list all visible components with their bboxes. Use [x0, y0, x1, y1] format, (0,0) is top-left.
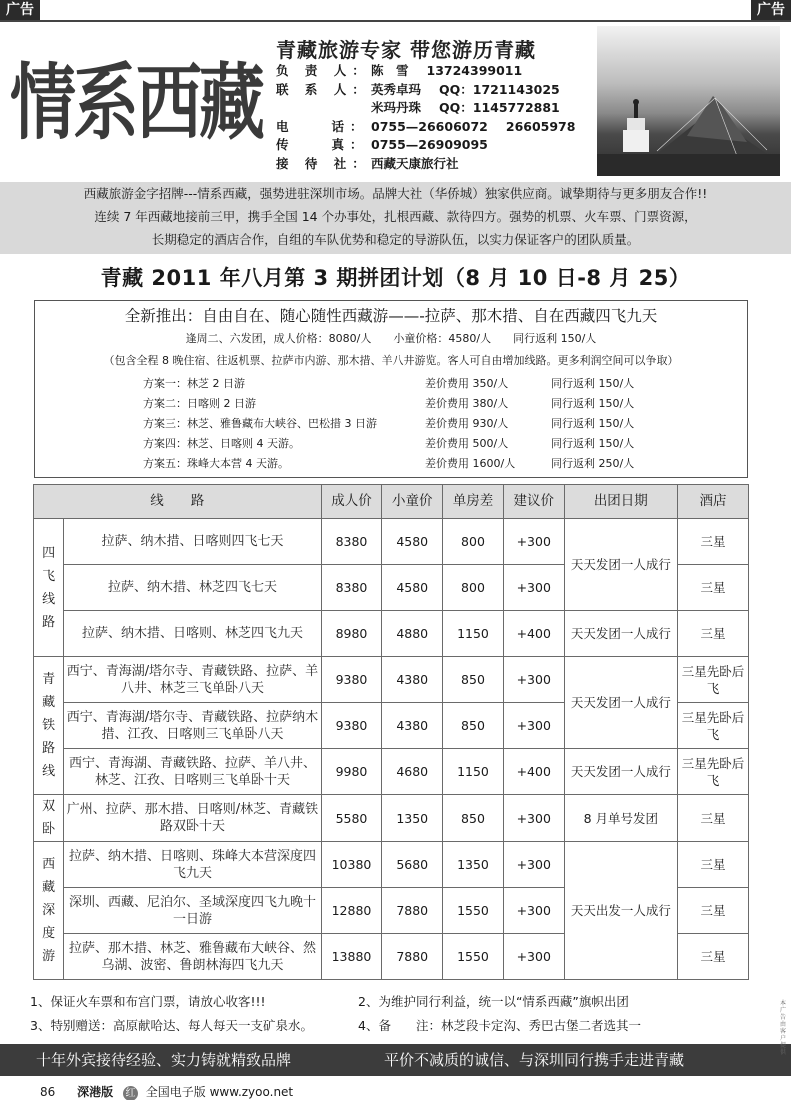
single-supplement: 1150	[443, 611, 504, 657]
plan-item: 方案一：林芝 2 日游 差价费用 350/人 同行返利 150/人	[143, 377, 635, 390]
route-cell: 西宁、青海湖、青藏铁路、拉萨、羊八井、林芝、江孜、日喀则三飞单卧十天	[64, 749, 321, 795]
suggested-price: +300	[503, 795, 564, 842]
category-cell: 西藏深度游	[34, 842, 64, 980]
child-price: 4880	[382, 611, 443, 657]
promo-price-line: 逢周二、六发团，成人价格：8080/人 小童价格：4580/人 同行返利 150/人	[185, 332, 597, 345]
single-supplement: 1150	[443, 749, 504, 795]
contact-row: 米玛丹珠 QQ：1145772881	[371, 100, 560, 115]
route-cell: 拉萨、纳木措、日喀则四飞七天	[64, 519, 321, 565]
hotel-cell: 三星先卧后飞	[678, 657, 749, 703]
contact-row: 负 责 人： 陈 雪 13724399011	[276, 63, 523, 78]
notes-row	[30, 1014, 750, 1038]
ad-label-left: 广告	[0, 0, 40, 20]
col-header-hotel: 酒店	[678, 485, 749, 519]
adult-price: 10380	[321, 842, 382, 888]
company-slogan: 青藏旅游专家 带您游历青藏	[276, 38, 536, 62]
suggested-price: +300	[503, 888, 564, 934]
plan-item: 方案五：珠峰大本营 4 天游。 差价费用 1600/人 同行返利 250/人	[143, 457, 635, 470]
plan-item: 方案四：林芝、日喀则 4 天游。 差价费用 500/人 同行返利 150/人	[143, 437, 635, 450]
promo-box	[34, 300, 748, 478]
single-supplement: 1550	[443, 888, 504, 934]
departure-date: 天天发团一人成行	[564, 657, 677, 749]
table-header-row	[34, 485, 749, 519]
col-header-child: 小童价	[382, 485, 443, 519]
hotel-cell: 三星	[678, 611, 749, 657]
child-price: 4680	[382, 749, 443, 795]
single-supplement: 850	[443, 703, 504, 749]
route-cell: 拉萨、纳木措、林芝四飞七天	[64, 565, 321, 611]
table-row	[34, 842, 749, 888]
suggested-price: +300	[503, 934, 564, 980]
note-item: 2、为维护同行利益，统一以“情系西藏”旗帜出团	[358, 994, 629, 1009]
suggested-price: +300	[503, 842, 564, 888]
stupa-illustration	[597, 26, 780, 176]
hotel-cell: 三星先卧后飞	[678, 749, 749, 795]
page-footer	[40, 1083, 293, 1100]
side-disclaimer: 本广告由客户提供	[780, 1000, 787, 1056]
company-logo: 情系西藏	[10, 53, 262, 151]
hotel-cell: 三星先卧后飞	[678, 703, 749, 749]
table-row	[34, 749, 749, 795]
col-header-suggest: 建议价	[503, 485, 564, 519]
adult-price: 9380	[321, 703, 382, 749]
table-row	[34, 657, 749, 703]
contact-row: 接 待 社： 西藏天康旅行社	[276, 155, 459, 171]
intro-line: 西藏旅游金字招牌---情系西藏，强势进驻深圳市场。品牌大社（华侨城）独家供应商。诚挚期待与更多朋友合作!!	[83, 186, 708, 201]
route-cell: 西宁、青海湖/塔尔寺、青藏铁路、拉萨纳木措、江孜、日喀则三飞单卧八天	[64, 703, 321, 749]
adult-price: 12880	[321, 888, 382, 934]
note-item: 3、特别赠送：高原献哈达、每人每天一支矿泉水。	[30, 1018, 313, 1033]
adult-price: 8380	[321, 565, 382, 611]
table-row	[34, 795, 749, 842]
header-rule	[0, 20, 791, 22]
table-row	[34, 611, 749, 657]
hotel-cell: 三星	[678, 519, 749, 565]
departure-date: 8 月单号发团	[564, 795, 677, 842]
plan-list	[35, 374, 747, 474]
hotel-cell: 三星	[678, 565, 749, 611]
departure-date: 天天发团一人成行	[564, 519, 677, 611]
intro-line: 连续 7 年西藏地接前三甲，携手全国 14 个办事处，扎根西藏、款待四方。强势的机票、火车票、门票资源，	[94, 209, 697, 224]
single-supplement: 1550	[443, 934, 504, 980]
child-price: 7880	[382, 934, 443, 980]
suggested-price: +300	[503, 703, 564, 749]
suggested-price: +300	[503, 657, 564, 703]
contact-block	[276, 62, 575, 173]
single-supplement: 800	[443, 565, 504, 611]
route-price-table	[33, 484, 749, 980]
hotel-cell: 三星	[678, 795, 749, 842]
notes-block	[30, 990, 750, 1038]
band-slogan-left: 十年外宾接待经验、实力铸就精致品牌	[36, 1051, 292, 1069]
table-row	[34, 519, 749, 565]
hotel-cell: 三星	[678, 934, 749, 980]
child-price: 4380	[382, 703, 443, 749]
adult-price: 9380	[321, 657, 382, 703]
ad-label-right: 广告	[751, 0, 791, 20]
single-supplement: 800	[443, 519, 504, 565]
departure-date: 天天发团一人成行	[564, 611, 677, 657]
adult-price: 8980	[321, 611, 382, 657]
tibet-stupa-photo	[597, 26, 780, 176]
route-cell: 拉萨、纳木措、日喀则、林芝四飞九天	[64, 611, 321, 657]
departure-date: 天天出发一人成行	[564, 842, 677, 980]
col-header-date: 出团日期	[564, 485, 677, 519]
suggested-price: +300	[503, 565, 564, 611]
col-header-adult: 成人价	[321, 485, 382, 519]
adult-price: 13880	[321, 934, 382, 980]
route-cell: 西宁、青海湖/塔尔寺、青藏铁路、拉萨、羊八井、林芝三飞单卧八天	[64, 657, 321, 703]
route-cell: 深圳、西藏、尼泊尔、圣域深度四飞九晚十一日游	[64, 888, 321, 934]
hotel-cell: 三星	[678, 888, 749, 934]
contact-row: 联 系 人： 英秀卓玛 QQ：1721143025	[276, 81, 560, 97]
adult-price: 5580	[321, 795, 382, 842]
col-header-single: 单房差	[443, 485, 504, 519]
intro-line: 长期稳定的酒店合作，自组的车队优势和稳定的导游队伍，以实力保证客户的团队质量。	[151, 232, 640, 247]
page-title: 青藏 2011 年八月第 3 期拼团计划（8 月 10 日-8 月 25）	[100, 266, 691, 290]
single-supplement: 850	[443, 795, 504, 842]
suggested-price: +400	[503, 611, 564, 657]
suggested-price: +300	[503, 519, 564, 565]
child-price: 4580	[382, 519, 443, 565]
note-item: 1、保证火车票和布宫门票，请放心收客!!!	[30, 994, 266, 1009]
band-slogan-right: 平价不减质的诚信、与深圳同行携手走进青藏	[384, 1051, 685, 1069]
child-price: 4580	[382, 565, 443, 611]
website-link[interactable]: 全国电子版 www.zyoo.net	[145, 1085, 294, 1099]
route-cell: 拉萨、纳木措、日喀则、珠峰大本营深度四飞九天	[64, 842, 321, 888]
child-price: 5680	[382, 842, 443, 888]
category-cell: 青藏铁路线	[34, 657, 64, 795]
bottom-slogan-band	[0, 1044, 791, 1076]
promo-note: （包含全程 8 晚住宿、往返机票、拉萨市内游、那木措、羊八井游览。客人可自由增加线路。更多利润空间可以争取）	[103, 354, 679, 367]
category-cell: 双卧	[34, 795, 64, 842]
category-cell: 四飞线路	[34, 519, 64, 657]
single-supplement: 1350	[443, 842, 504, 888]
contact-row: 电 话： 0755—26606072 26605978	[276, 118, 576, 134]
route-cell: 拉萨、那木措、林芝、雅鲁藏布大峡谷、然乌湖、波密、鲁朗林海四飞九天	[64, 934, 321, 980]
child-price: 7880	[382, 888, 443, 934]
contact-row: 传 真： 0755—26909095	[276, 137, 488, 152]
child-price: 1350	[382, 795, 443, 842]
child-price: 4380	[382, 657, 443, 703]
hotel-cell: 三星	[678, 842, 749, 888]
promo-headline: 全新推出：自由自在、随心随性西藏游——-拉萨、那木措、自在西藏四飞九天	[124, 307, 658, 325]
edition-badge: 红	[123, 1086, 138, 1100]
plan-item: 方案三：林芝、雅鲁藏布大峡谷、巴松措 3 日游 差价费用 930/人 同行返利 150/人	[143, 417, 635, 430]
departure-date: 天天发团一人成行	[564, 749, 677, 795]
intro-banner	[0, 182, 791, 254]
route-cell: 广州、拉萨、那木措、日喀则/林芝、青藏铁路双卧十天	[64, 795, 321, 842]
suggested-price: +400	[503, 749, 564, 795]
note-item: 4、备 注：林芝段卡定沟、秀巴古堡二者选其一	[358, 1018, 641, 1033]
adult-price: 9980	[321, 749, 382, 795]
notes-row	[30, 990, 750, 1014]
edition-label: 深港版	[77, 1085, 114, 1099]
page-number: 86	[40, 1085, 56, 1099]
col-header-route: 线 路	[34, 485, 322, 519]
plan-item: 方案二：日喀则 2 日游 差价费用 380/人 同行返利 150/人	[143, 397, 635, 410]
single-supplement: 850	[443, 657, 504, 703]
adult-price: 8380	[321, 519, 382, 565]
